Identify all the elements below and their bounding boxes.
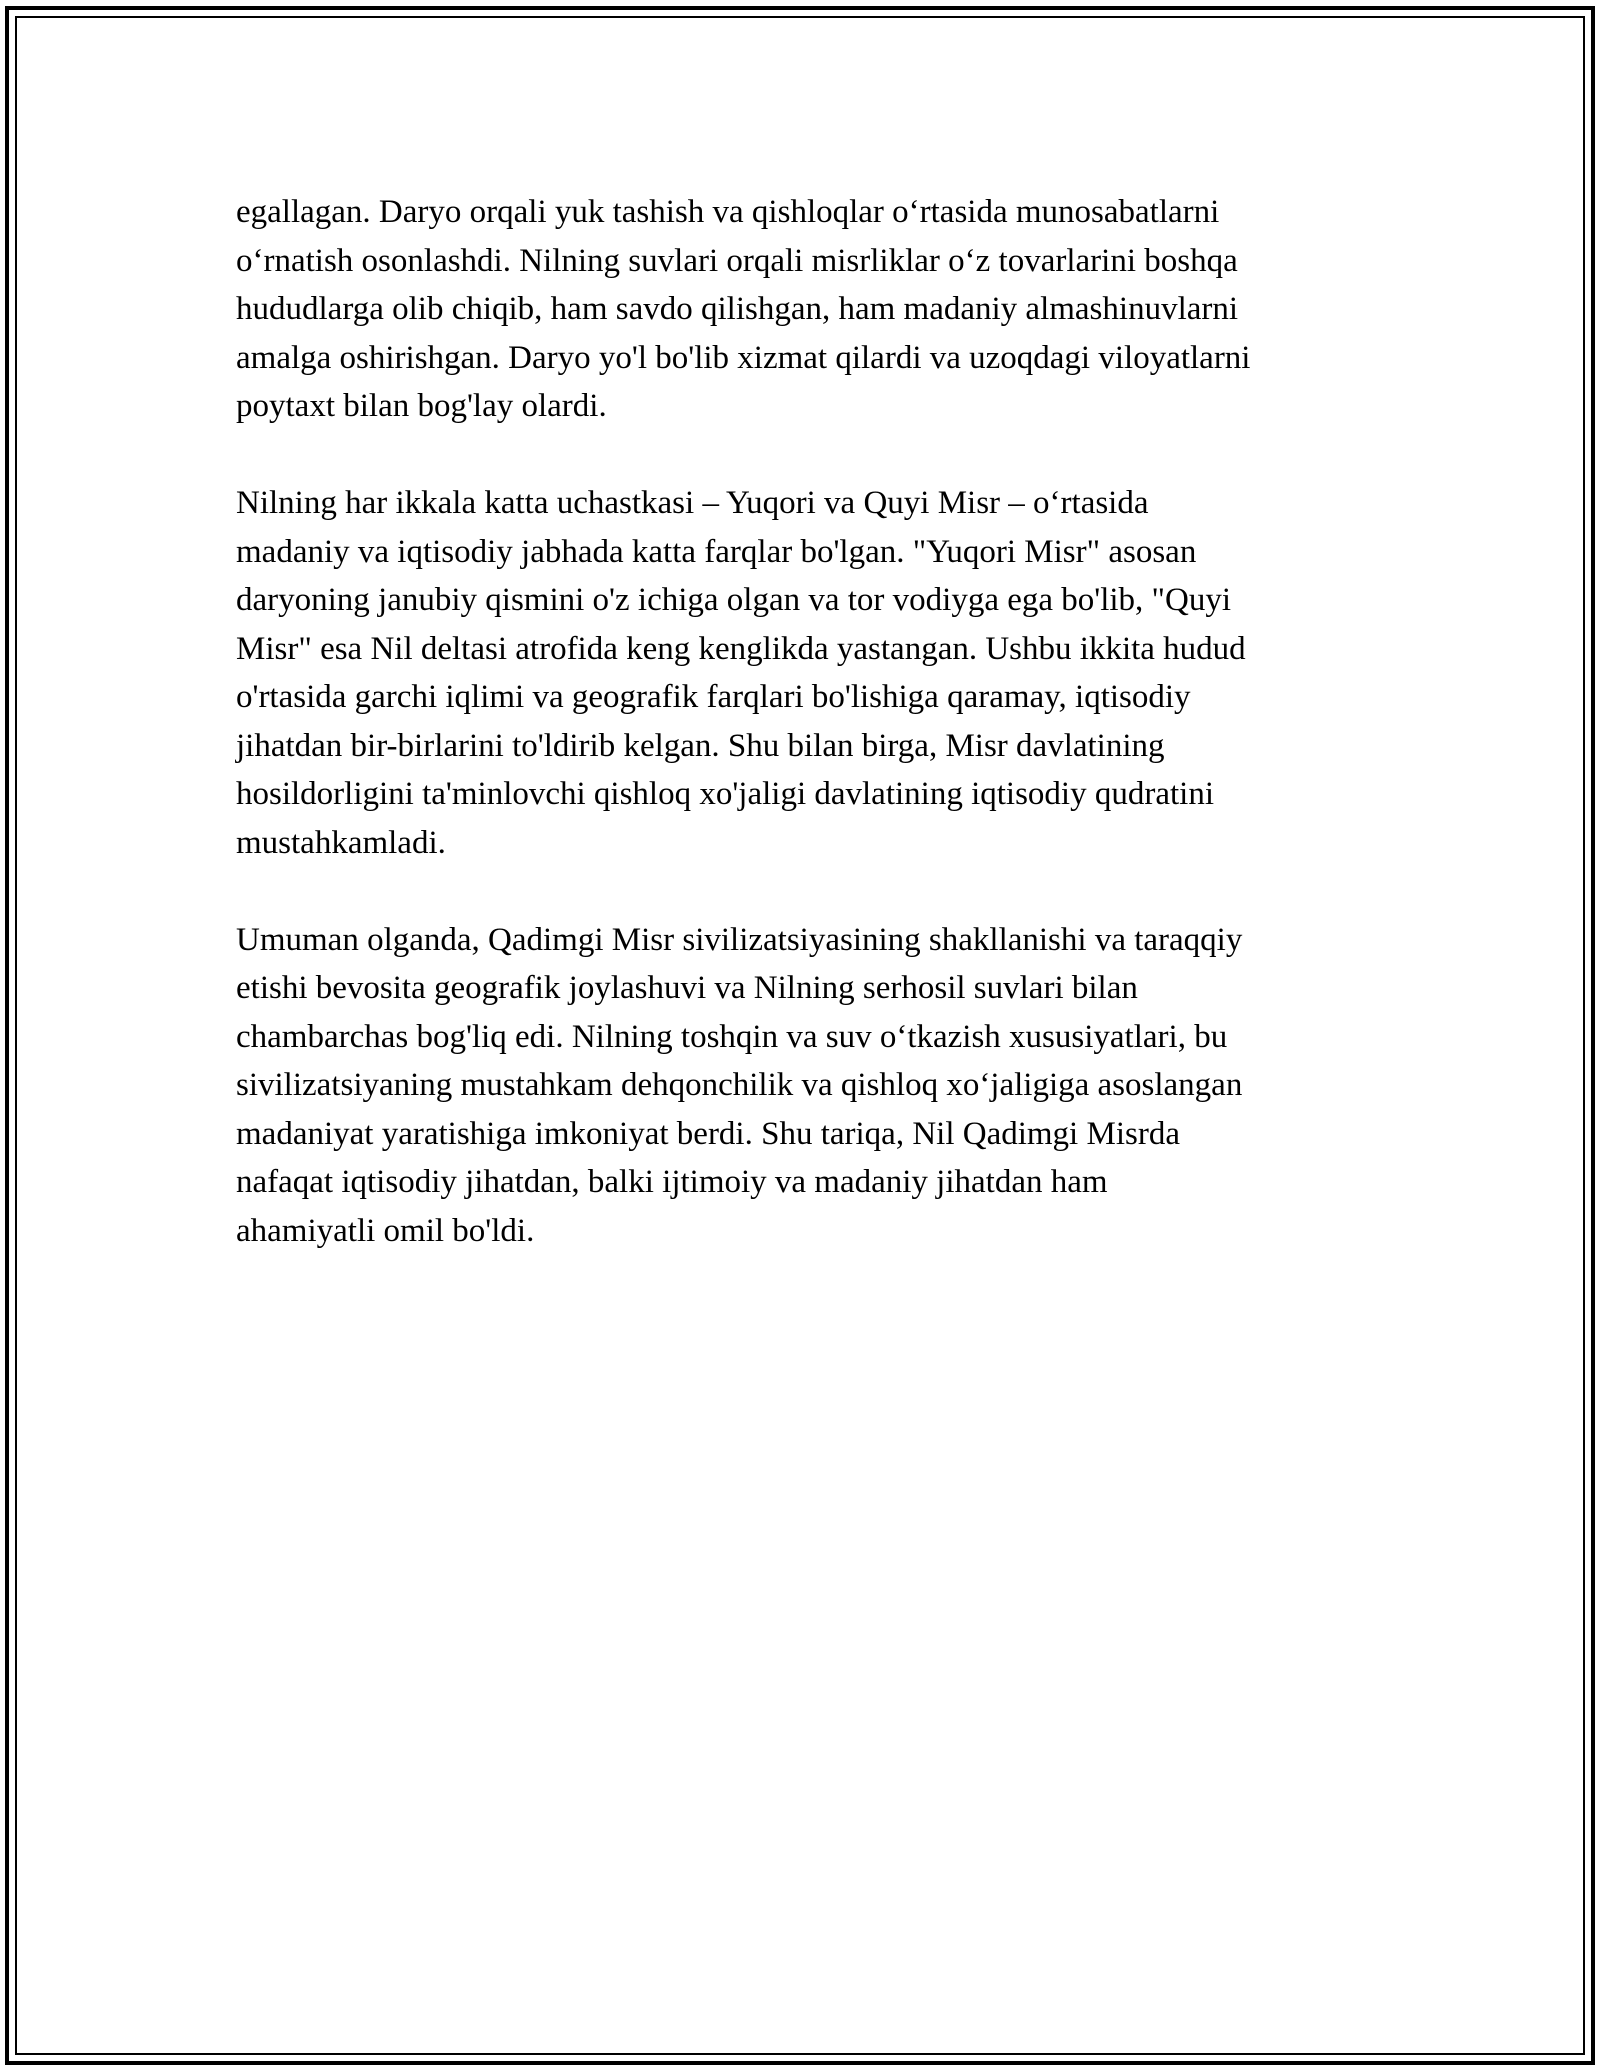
text-line: daryoning janubiy qismini o'z ichiga olgan va tor vodiyga ega bo'lib, "Quyi bbox=[236, 582, 1232, 618]
text-line: hududlarga olib chiqib, ham savdo qilishgan, ham madaniy almashinuvlarni bbox=[236, 291, 1239, 327]
text-line: o'rtasida garchi iqlimi va geografik farqlari bo'lishiga qaramay, iqtisodiy bbox=[236, 679, 1191, 715]
text-line: o‘rnatish osonlashdi. Nilning suvlari orqali misrliklar o‘z tovarlarini boshqa bbox=[236, 242, 1238, 279]
text-line: Nilning har ikkala katta uchastkasi – Yuqori va Quyi Misr – o‘rtasida bbox=[236, 485, 1149, 521]
text-line: chambarchas bog'liq edi. Nilning toshqin va suv o‘tkazish xususiyatlari, bu bbox=[236, 1018, 1228, 1055]
text-line: Misr" esa Nil deltasi atrofida keng kenglikda yastangan. Ushbu ikkita hudud bbox=[236, 630, 1246, 667]
text-line: jihatdan bir-birlarini to'ldirib kelgan. Shu bilan birga, Misr davlatining bbox=[236, 727, 1165, 764]
text-line: egallagan. Daryo orqali yuk tashish va qishloqlar o‘rtasida munosabatlarni bbox=[236, 194, 1220, 230]
text-line: sivilizatsiyaning mustahkam dehqonchilik va qishloq xo‘jaligiga asoslangan bbox=[236, 1067, 1243, 1103]
text-line: ahamiyatli omil bo'ldi. bbox=[236, 1212, 535, 1249]
paragraph-1 bbox=[236, 188, 1386, 431]
text-line: poytaxt bilan bog'lay olardi. bbox=[236, 388, 607, 424]
text-line: hosildorligini ta'minlovchi qishloq xo'jaligi davlatining iqtisodiy qudratini bbox=[236, 776, 1214, 812]
text-line: amalga oshirishgan. Daryo yo'l bo'lib xizmat qilardi va uzoqdagi viloyatlarni bbox=[236, 339, 1251, 376]
text-line: mustahkamladi. bbox=[236, 824, 446, 861]
paragraph-3 bbox=[236, 916, 1386, 1256]
paragraph-2 bbox=[236, 479, 1386, 867]
document-body bbox=[236, 188, 1386, 1304]
text-line: nafaqat iqtisodiy jihatdan, balki ijtimoiy va madaniy jihatdan ham bbox=[236, 1164, 1108, 1200]
text-line: madaniy va iqtisodiy jabhada katta farqlar bo'lgan. "Yuqori Misr" asosan bbox=[236, 533, 1197, 570]
text-line: etishi bevosita geografik joylashuvi va Nilning serhosil suvlari bilan bbox=[236, 970, 1138, 1006]
text-line: Umuman olganda, Qadimgi Misr sivilizatsiyasining shakllanishi va taraqqiy bbox=[236, 921, 1243, 958]
text-line: madaniyat yaratishiga imkoniyat berdi. Shu tariqa, Nil Qadimgi Misrda bbox=[236, 1115, 1180, 1152]
